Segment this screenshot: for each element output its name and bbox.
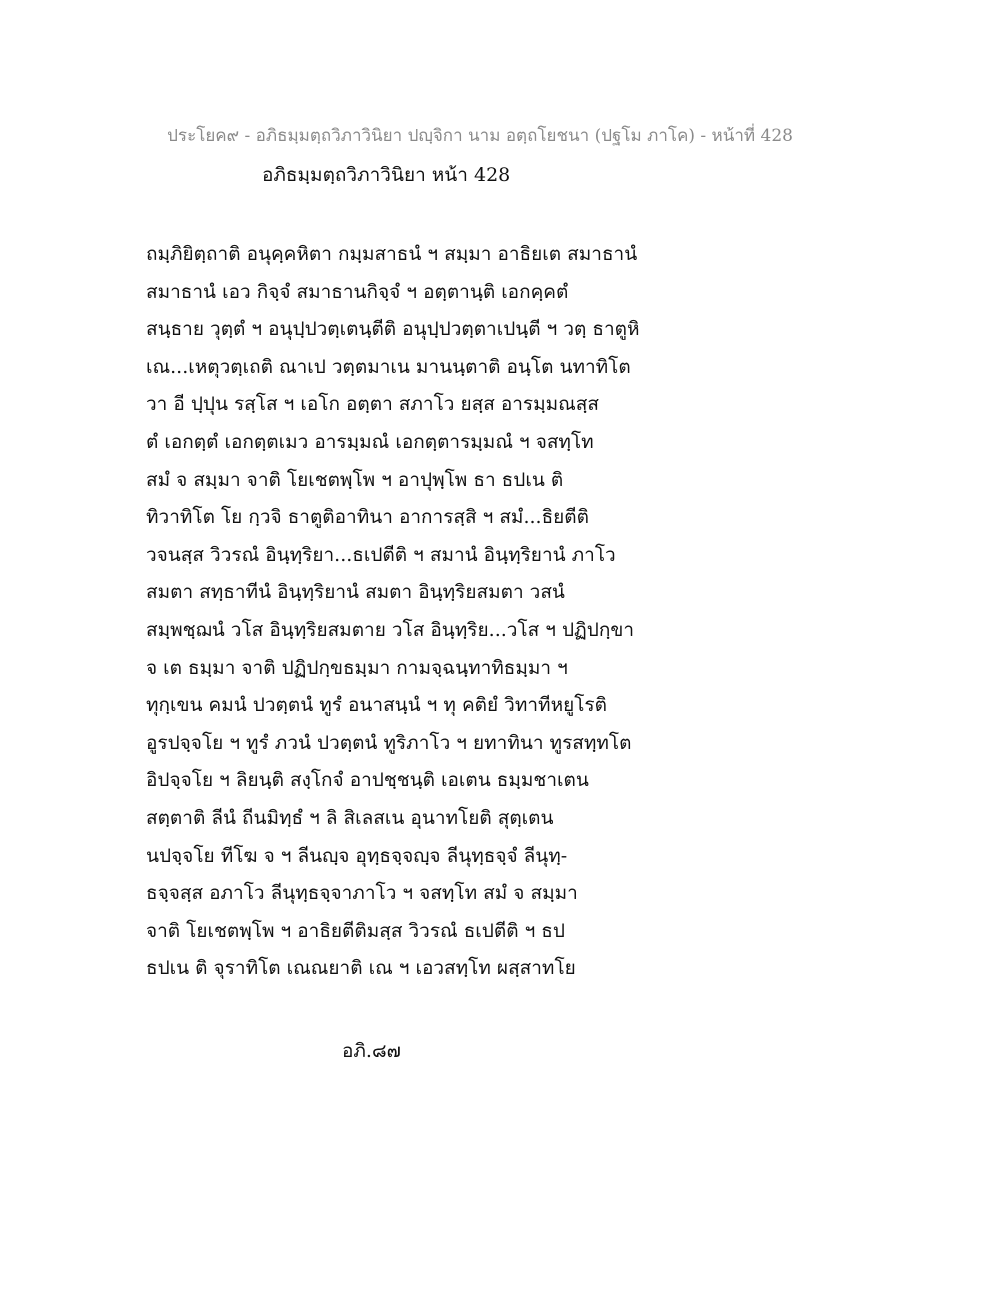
- text-line: สมฺพชฺฌนํ วโส อินฺทฺริยสมตาย วโส อินฺทฺริย...วโส ฯ ปฏิปกฺขา: [146, 618, 635, 641]
- text-line: ตํ เอกตฺตํ เอกตฺตเมว อารมฺมณํ เอกตฺตารมฺมณํ ฯ จสทฺโท: [146, 430, 594, 453]
- page-title: อภิธมฺมตฺถวิภาวินิยา หน้า 428: [262, 164, 511, 186]
- body-text: [146, 236, 866, 988]
- text-line: สมตา สทฺธาทีนํ อินฺทฺริยานํ สมตา อินฺทฺริยสมตา วสนํ: [146, 581, 565, 604]
- text-line: ทิวาทิโต โย กฺวจิ ธาตูติอาทินา อาการสฺสิ ฯ สมํ...ธิยตีติ: [146, 506, 589, 529]
- text-line: เณ...เหตุวตฺเถติ ณาเป วตฺตมาเน มานนฺตาติ อนฺโต นทาทิโต: [146, 355, 631, 378]
- running-header: ประโยค๙ - อภิธมฺมตฺถวิภาวินิยา ปญฺจิกา นาม อตฺถโยชนา (ปฐโม ภาโค) - หน้าที่ 428: [167, 126, 793, 146]
- text-line: วจนสฺส วิวรณํ อินฺทฺริยา...ธเปตีติ ฯ สมานํ อินฺทฺริยานํ ภาโว: [146, 543, 616, 566]
- text-line: สมาธานํ เอว กิจฺจํ สมาธานกิจฺจํ ฯ อตฺตานฺติ เอกคฺคตํ: [146, 280, 569, 303]
- text-line: อิปจฺจโย ฯ ลิยนฺติ สงฺโกจํ อาปชฺชนฺติ เอเตน ธมฺมชาเตน: [146, 769, 589, 792]
- text-line: อูรปจฺจโย ฯ ทูรํ ภวนํ ปวตฺตนํ ทูริภาโว ฯ ยทาทินา ทูรสทฺทโต: [146, 731, 632, 754]
- text-line: สตฺตาติ ลีนํ ถีนมิทฺธํ ฯ ลิ สิเลสเน อุนาทโยติ สุตฺเตน: [146, 806, 554, 829]
- text-line: ธจฺจสฺส อภาโว ลีนุทฺธจฺจาภาโว ฯ จสทฺโท สมํ จ สมฺมา: [146, 882, 578, 905]
- text-line: ถมฺภิยิตฺถาติ อนุคฺคหิตา กมฺมสาธนํ ฯ สมฺมา อาธิยเต สมาธานํ: [146, 243, 638, 265]
- signature-mark: อภิ.๘๗: [342, 1040, 401, 1062]
- text-line: ธปเน ติ จุราทิโต เณณยาติ เณ ฯ เอวสทฺโท ผสฺสาทโย: [146, 957, 576, 980]
- text-line: นปจฺจโย ทีโฆ จ ฯ ลีนญฺจ อุทฺธจฺจญฺจ ลีนุทฺธจฺจํ ลีนุทฺ-: [146, 844, 568, 867]
- text-line: ทุกฺเขน คมนํ ปวตฺตนํ ทูรํ อนาสนฺนํ ฯ ทุ คติยํ วิทาทีหยูโรติ: [146, 694, 607, 717]
- text-line: จ เต ธมฺมา จาติ ปฏิปกฺขธมฺมา กามจฺฉนฺทาทิธมฺมา ฯ: [146, 656, 568, 679]
- text-line: สมํ จ สมฺมา จาติ โยเชตพฺโพ ฯ อาปุพฺโพ ธา ธปเน ติ: [146, 468, 564, 491]
- text-line: สนฺธาย วุตฺตํ ฯ อนุปฺปวตฺเตนฺตีติ อนุปฺปวตฺตาเปนฺตี ฯ วตฺ ธาตูหิ: [146, 318, 640, 341]
- text-line: จาติ โยเชตพฺโพ ฯ อาธิยตีติมสฺส วิวรณํ ธเปตีติ ฯ ธป: [146, 919, 565, 942]
- text-line: วา อี ปฺปุน รสฺโส ฯ เอโก อตฺตา สภาโว ยสฺส อารมฺมณสฺส: [146, 393, 600, 416]
